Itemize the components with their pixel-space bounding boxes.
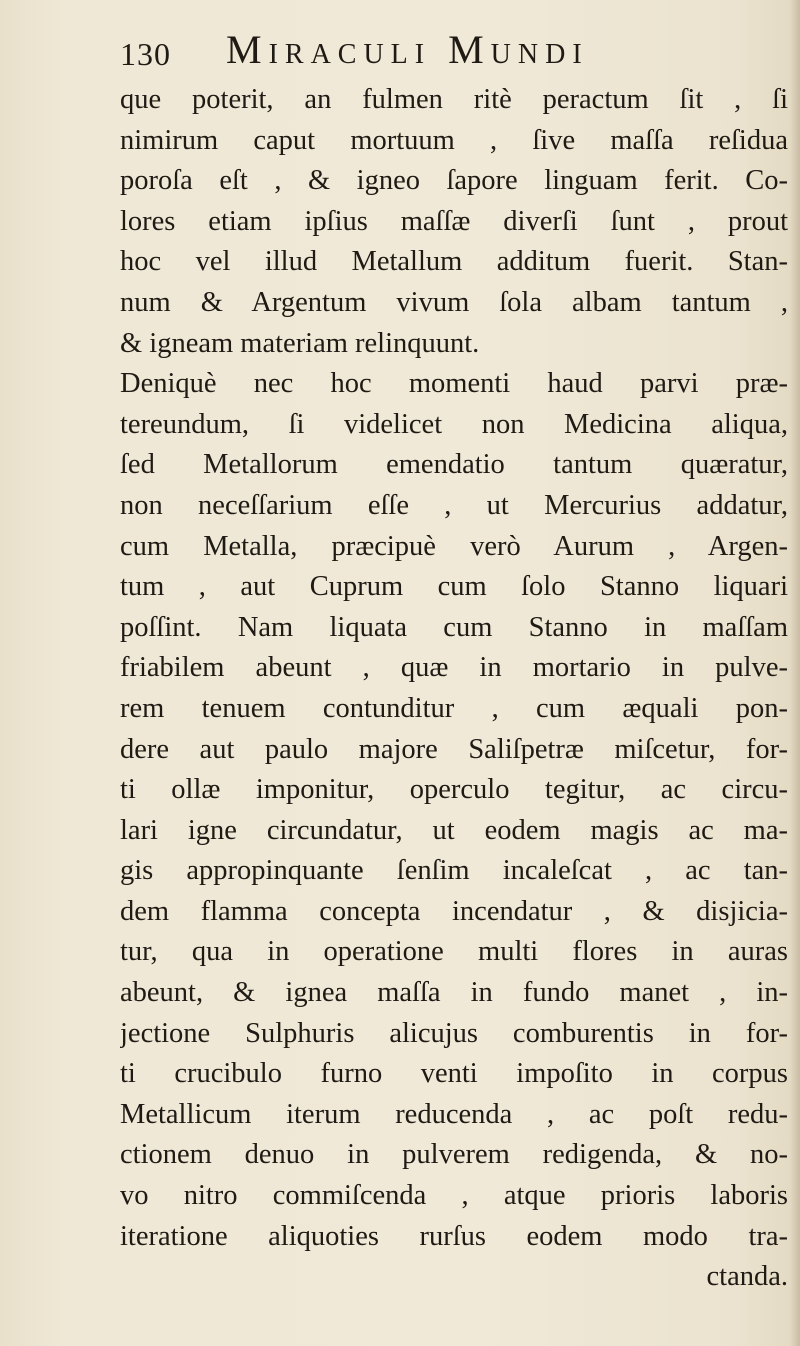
page-number: 130 [120, 36, 171, 72]
final-line: ctanda. [706, 1261, 788, 1293]
text-line: que poterit, an fulmen ritè peractum ſit , ſi [120, 84, 788, 115]
text-line: hoc vel illud Metallum additum fuerit. Stan- [120, 246, 788, 278]
text-line: ſed Metallorum emendatio tantum quæratur, [120, 449, 788, 481]
text-line: tum , aut Cuprum cum ſolo Stanno liquari [120, 571, 788, 603]
text-line: non neceſſarium eſſe , ut Mercurius addatur, [120, 489, 788, 521]
text-line: lari igne circundatur, ut eodem magis ac ma- [120, 814, 788, 846]
text-line: dere aut paulo majore Saliſpetræ miſcetur, for- [120, 733, 788, 765]
paragraph-start-line: Deniquè nec hoc momenti haud parvi præ- [120, 368, 788, 400]
body-text [120, 80, 788, 1298]
text-line: tereundum, ſi videlicet non Medicina aliqua, [120, 408, 788, 440]
text-line: iteratione aliquoties rurſus eodem modo tra- [120, 1220, 788, 1252]
running-title: Miraculi Mundi [226, 27, 589, 72]
text-line: dem flamma concepta incendatur , & disjicia- [120, 895, 788, 927]
page-header [120, 26, 680, 78]
text-line: cum Metalla, præcipuè verò Aurum , Argen- [120, 530, 788, 562]
text-line: vo nitro commiſcenda , atque prioris laboris [120, 1180, 788, 1212]
text-line: jectione Sulphuris alicujus comburentis in for- [120, 1017, 788, 1049]
text-line: & igneam materiam relinquunt. [120, 327, 480, 359]
text-line: nimirum caput mortuum , ſive maſſa reſidua [120, 124, 788, 156]
text-line: gis appropinquante ſenſim incaleſcat , ac tan- [120, 855, 788, 887]
text-line: friabilem abeunt , quæ in mortario in pulve- [120, 652, 788, 684]
text-line: ti ollæ imponitur, operculo tegitur, ac circu- [120, 774, 788, 806]
text-line: poſſint. Nam liquata cum Stanno in maſſam [120, 611, 788, 643]
text-line: ti crucibulo furno venti impoſito in corpus [120, 1058, 788, 1090]
text-line: poroſa eſt , & igneo ſapore linguam ferit. Co- [120, 165, 788, 197]
text-line: lores etiam ipſius maſſæ diverſi ſunt , prout [120, 205, 788, 237]
text-line: tur, qua in operatione multi flores in auras [120, 936, 788, 968]
text-line: num & Argentum vivum ſola albam tantum , [120, 286, 788, 318]
text-line: abeunt, & ignea maſſa in fundo manet , in- [120, 977, 788, 1009]
text-line: ctionem denuo in pulverem redigenda, & no- [120, 1139, 788, 1171]
text-line: Metallicum iterum reducenda , ac poſt redu- [120, 1098, 788, 1130]
page-edge-shadow [790, 0, 800, 1346]
text-line: rem tenuem contunditur , cum æquali pon- [120, 692, 788, 724]
